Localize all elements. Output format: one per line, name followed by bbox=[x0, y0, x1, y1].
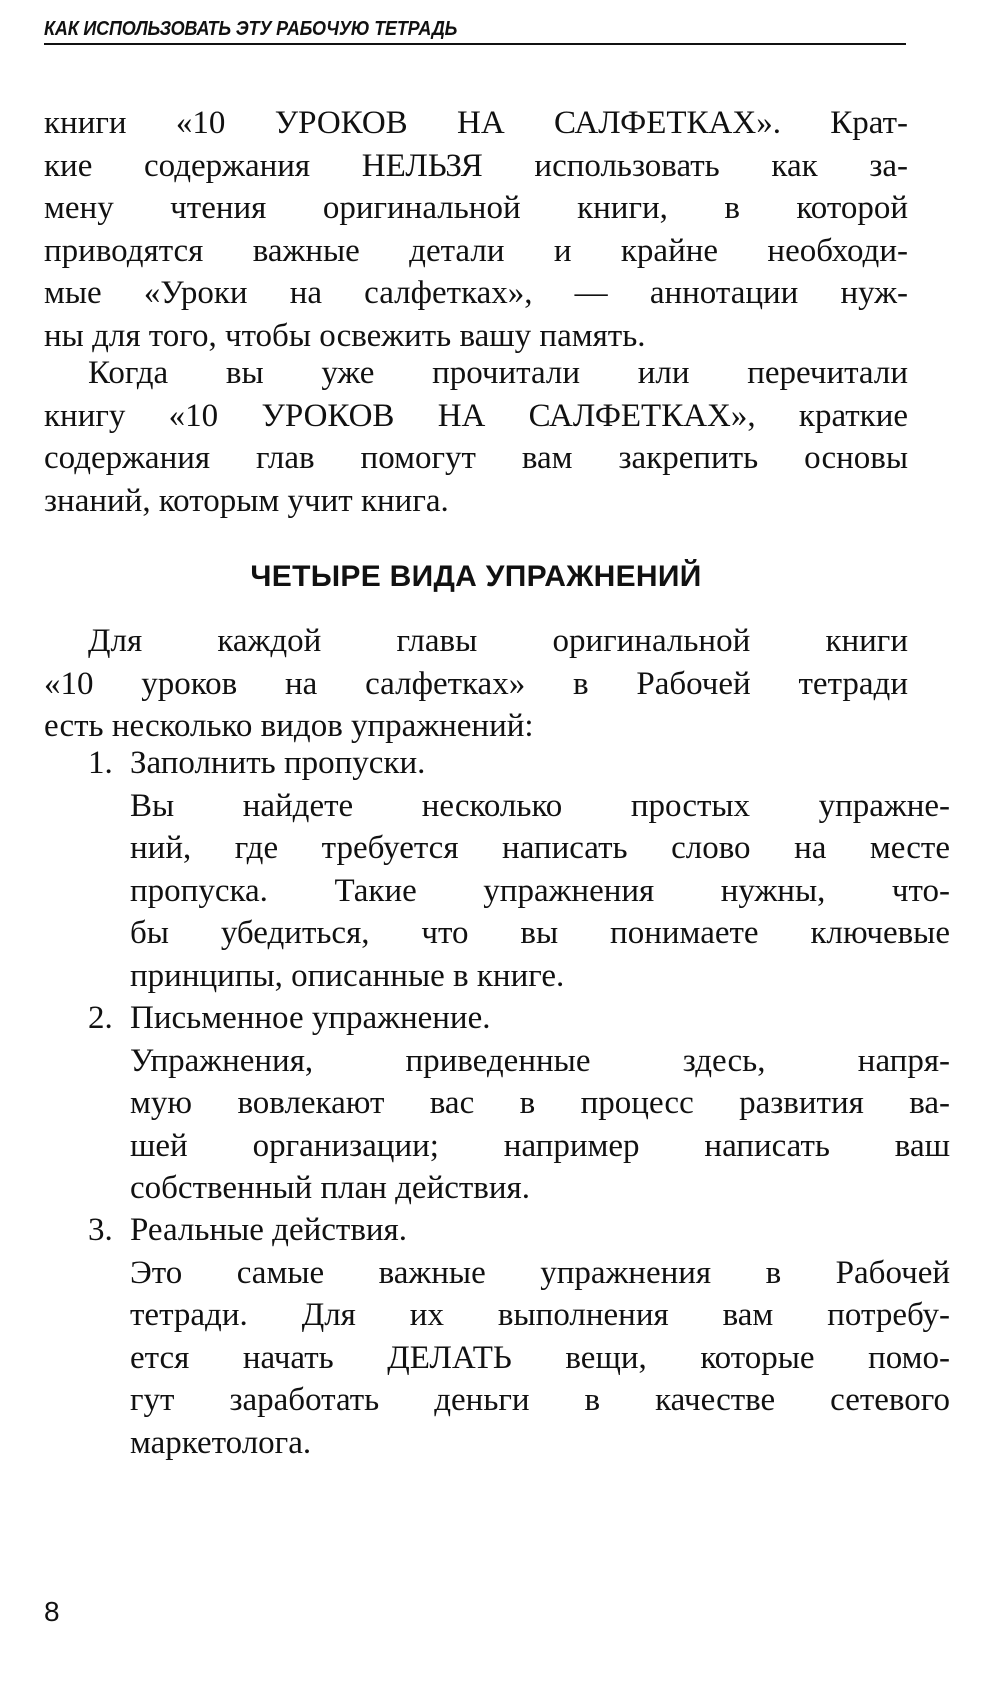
list-item-body bbox=[130, 997, 950, 1210]
list-number: 3. bbox=[88, 1212, 113, 1248]
text-line: шей организации; например написать ваш bbox=[130, 1127, 950, 1164]
list-item-body bbox=[130, 742, 950, 997]
text-line: книги «10 УРОКОВ НА САЛФЕТКАХ». Крат- bbox=[44, 105, 908, 141]
text-line: «10 уроков на салфетках» в Рабочей тетради bbox=[44, 665, 908, 702]
text-line: Упражнения, приведенные здесь, напря- bbox=[130, 1042, 950, 1079]
header-rule bbox=[44, 43, 906, 45]
text-line: Это самые важные упражнения в Рабочей bbox=[130, 1254, 950, 1291]
list-number: 1. bbox=[88, 745, 113, 781]
text-line: Вы найдете несколько простых упражне- bbox=[130, 787, 950, 824]
running-head: КАК ИСПОЛЬЗОВАТЬ ЭТУ РАБОЧУЮ ТЕТРАДЬ bbox=[44, 18, 458, 40]
list-item-title: Письменное упражнение. bbox=[130, 1000, 491, 1036]
text-line: гут заработать деньги в качестве сетевого bbox=[130, 1382, 950, 1418]
text-line: ний, где требуется написать слово на месте bbox=[130, 830, 950, 866]
text-line: маркетолога. bbox=[130, 1424, 312, 1461]
text-line: кие содержания НЕЛЬЗЯ использовать как за- bbox=[44, 147, 908, 184]
text-line: ется начать ДЕЛАТЬ вещи, которые помо- bbox=[130, 1339, 950, 1376]
page-number: 8 bbox=[44, 1596, 60, 1627]
text-line: пропуска. Такие упражнения нужны, что- bbox=[130, 872, 950, 909]
text-line: приводятся важные детали и крайне необходи- bbox=[44, 232, 908, 269]
text-line: принципы, описанные в книге. bbox=[130, 957, 565, 994]
paragraph-intro bbox=[44, 102, 908, 357]
text-line: собственный план действия. bbox=[130, 1170, 530, 1206]
list-item-title: Заполнить пропуски. bbox=[130, 745, 426, 781]
list-item-body bbox=[130, 1209, 950, 1464]
text-line: мые «Уроки на салфетках», — аннотации нуж- bbox=[44, 275, 908, 311]
text-line: бы убедиться, что вы понимаете ключевые bbox=[130, 915, 950, 951]
paragraph-summary bbox=[44, 352, 908, 522]
text-line: мену чтения оригинальной книги, в которой bbox=[44, 190, 908, 226]
paragraph-exercises-intro bbox=[44, 620, 908, 748]
text-line: содержания глав помогут вам закрепить основы bbox=[44, 440, 908, 476]
text-line: мую вовлекают вас в процесс развития ва- bbox=[130, 1085, 950, 1121]
list-item-title: Реальные действия. bbox=[130, 1212, 407, 1248]
text-line: Для каждой главы оригинальной книги bbox=[88, 623, 908, 659]
section-heading: ЧЕТЫРЕ ВИДА УПРАЖНЕНИЙ bbox=[250, 560, 702, 593]
text-line: ны для того, чтобы освежить вашу память. bbox=[44, 317, 646, 354]
text-line: книгу «10 УРОКОВ НА САЛФЕТКАХ», краткие bbox=[44, 397, 908, 434]
text-line: тетради. Для их выполнения вам потребу- bbox=[130, 1297, 950, 1333]
text-line: есть несколько видов упражнений: bbox=[44, 708, 534, 744]
text-line: Когда вы уже прочитали или перечитали bbox=[88, 355, 908, 391]
list-number: 2. bbox=[88, 1000, 113, 1036]
text-line: знаний, которым учит книга. bbox=[44, 482, 449, 519]
